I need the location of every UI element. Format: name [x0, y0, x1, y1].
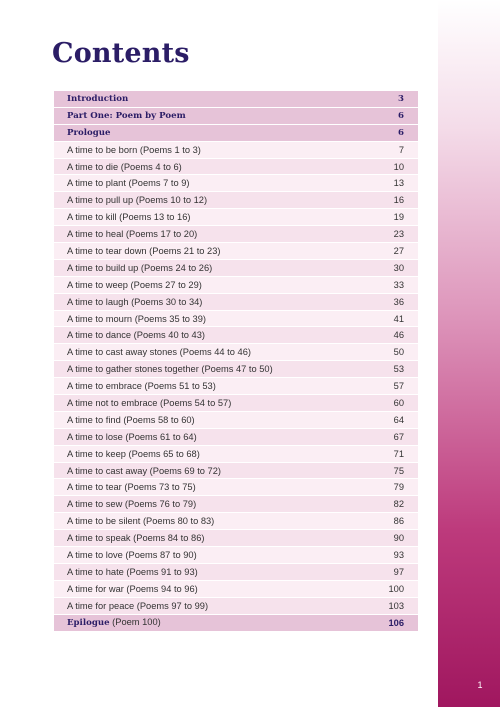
toc-row[interactable]	[54, 243, 418, 260]
toc-row[interactable]	[54, 378, 418, 395]
toc-entry-page: 79	[393, 482, 404, 493]
toc-entry-page: 50	[393, 347, 404, 358]
toc-row[interactable]	[54, 581, 418, 598]
toc-entry-page: 3	[398, 93, 404, 104]
toc-row[interactable]	[54, 530, 418, 547]
page-title: Contents	[52, 38, 190, 69]
toc-row[interactable]	[54, 159, 418, 176]
toc-row-epilogue[interactable]	[54, 615, 418, 632]
toc-entry-title: A time to tear down (Poems 21 to 23)	[67, 245, 221, 256]
toc-entry-page: 6	[398, 110, 404, 121]
toc-entry-page: 97	[393, 566, 404, 577]
epilogue-subtitle: (Poem 100)	[112, 617, 161, 628]
toc-entry-title: A time not to embrace (Poems 54 to 57)	[67, 397, 232, 408]
toc-entry-title: A time to find (Poems 58 to 60)	[67, 414, 195, 425]
toc-entry-title: A time to embrace (Poems 51 to 53)	[67, 381, 216, 392]
toc-row[interactable]	[54, 598, 418, 615]
toc-entry-page: 86	[393, 516, 404, 527]
toc-row[interactable]	[54, 226, 418, 243]
toc-entry-page: 75	[393, 465, 404, 476]
toc-row-heading[interactable]	[54, 108, 418, 125]
contents-table	[54, 91, 418, 632]
toc-entry-page: 57	[393, 381, 404, 392]
toc-entry-page: 16	[393, 195, 404, 206]
toc-entry-title: A time to sew (Poems 76 to 79)	[67, 499, 197, 510]
toc-entry-title: A time to weep (Poems 27 to 29)	[67, 279, 202, 290]
toc-entry-page: 90	[393, 533, 404, 544]
toc-entry-title: A time to dance (Poems 40 to 43)	[67, 330, 205, 341]
toc-row[interactable]	[54, 175, 418, 192]
toc-entry-title: A time to be born (Poems 1 to 3)	[67, 144, 201, 155]
toc-entry-page: 106	[388, 617, 404, 628]
toc-entry-page: 13	[393, 178, 404, 189]
toc-entry-title: A time to hate (Poems 91 to 93)	[67, 566, 198, 577]
toc-entry-page: 100	[388, 583, 404, 594]
toc-entry-page: 6	[398, 127, 404, 138]
toc-row[interactable]	[54, 192, 418, 209]
toc-entry-title	[67, 617, 161, 628]
toc-entry-title: A time to die (Poems 4 to 6)	[67, 161, 182, 172]
toc-entry-title: A time to cast away (Poems 69 to 72)	[67, 465, 221, 476]
toc-row[interactable]	[54, 294, 418, 311]
toc-entry-title: A time for war (Poems 94 to 96)	[67, 583, 198, 594]
entry-rows	[54, 142, 418, 615]
toc-entry-title: A time to mourn (Poems 35 to 39)	[67, 313, 206, 324]
toc-entry-page: 71	[393, 448, 404, 459]
toc-row[interactable]	[54, 429, 418, 446]
toc-entry-page: 19	[393, 212, 404, 223]
toc-entry-page: 23	[393, 229, 404, 240]
toc-row[interactable]	[54, 479, 418, 496]
toc-entry-page: 67	[393, 431, 404, 442]
toc-entry-title: A time to tear (Poems 73 to 75)	[67, 482, 196, 493]
toc-entry-title: A time to laugh (Poems 30 to 34)	[67, 296, 203, 307]
toc-row[interactable]	[54, 142, 418, 159]
toc-row[interactable]	[54, 209, 418, 226]
toc-entry-title: Prologue	[67, 127, 111, 138]
toc-row[interactable]	[54, 395, 418, 412]
toc-entry-title: A time to pull up (Poems 10 to 12)	[67, 195, 208, 206]
toc-entry-page: 10	[393, 161, 404, 172]
toc-entry-page: 7	[398, 144, 404, 155]
toc-row[interactable]	[54, 311, 418, 328]
toc-entry-page: 82	[393, 499, 404, 510]
toc-entry-page: 41	[393, 313, 404, 324]
toc-row[interactable]	[54, 361, 418, 378]
toc-entry-page: 36	[393, 296, 404, 307]
toc-entry-title: A time to build up (Poems 24 to 26)	[67, 262, 213, 273]
toc-entry-title: A time for peace (Poems 97 to 99)	[67, 600, 209, 611]
toc-entry-title: Introduction	[67, 93, 129, 104]
toc-row[interactable]	[54, 277, 418, 294]
toc-entry-title: A time to lose (Poems 61 to 64)	[67, 431, 197, 442]
toc-entry-title: A time to cast away stones (Poems 44 to 46)	[67, 347, 251, 358]
side-color-band	[438, 0, 500, 707]
toc-entry-title: A time to kill (Poems 13 to 16)	[67, 212, 191, 223]
toc-entry-page: 46	[393, 330, 404, 341]
toc-entry-page: 33	[393, 279, 404, 290]
toc-entry-page: 53	[393, 364, 404, 375]
heading-rows	[54, 91, 418, 142]
toc-entry-title: A time to be silent (Poems 80 to 83)	[67, 516, 215, 527]
toc-row[interactable]	[54, 327, 418, 344]
toc-row[interactable]	[54, 513, 418, 530]
page-number: 1	[477, 680, 483, 690]
toc-row[interactable]	[54, 496, 418, 513]
toc-entry-page: 27	[393, 245, 404, 256]
toc-entry-title: A time to heal (Poems 17 to 20)	[67, 229, 198, 240]
toc-row[interactable]	[54, 446, 418, 463]
toc-entry-title: A time to plant (Poems 7 to 9)	[67, 178, 190, 189]
toc-row-heading[interactable]	[54, 125, 418, 142]
toc-row[interactable]	[54, 564, 418, 581]
toc-row[interactable]	[54, 412, 418, 429]
toc-row[interactable]	[54, 463, 418, 480]
toc-entry-title: Part One: Poem by Poem	[67, 110, 186, 121]
toc-entry-page: 64	[393, 414, 404, 425]
toc-entry-title: A time to keep (Poems 65 to 68)	[67, 448, 200, 459]
toc-row[interactable]	[54, 344, 418, 361]
toc-entry-title: A time to speak (Poems 84 to 86)	[67, 533, 205, 544]
toc-entry-page: 60	[393, 397, 404, 408]
toc-entry-page: 103	[388, 600, 404, 611]
toc-row[interactable]	[54, 547, 418, 564]
toc-row-heading[interactable]	[54, 91, 418, 108]
toc-row[interactable]	[54, 260, 418, 277]
toc-entry-title: A time to love (Poems 87 to 90)	[67, 549, 197, 560]
toc-entry-page: 93	[393, 549, 404, 560]
epilogue-label: Epilogue	[67, 618, 110, 629]
toc-entry-title: A time to gather stones together (Poems 47 to 50)	[67, 364, 273, 375]
toc-entry-page: 30	[393, 262, 404, 273]
